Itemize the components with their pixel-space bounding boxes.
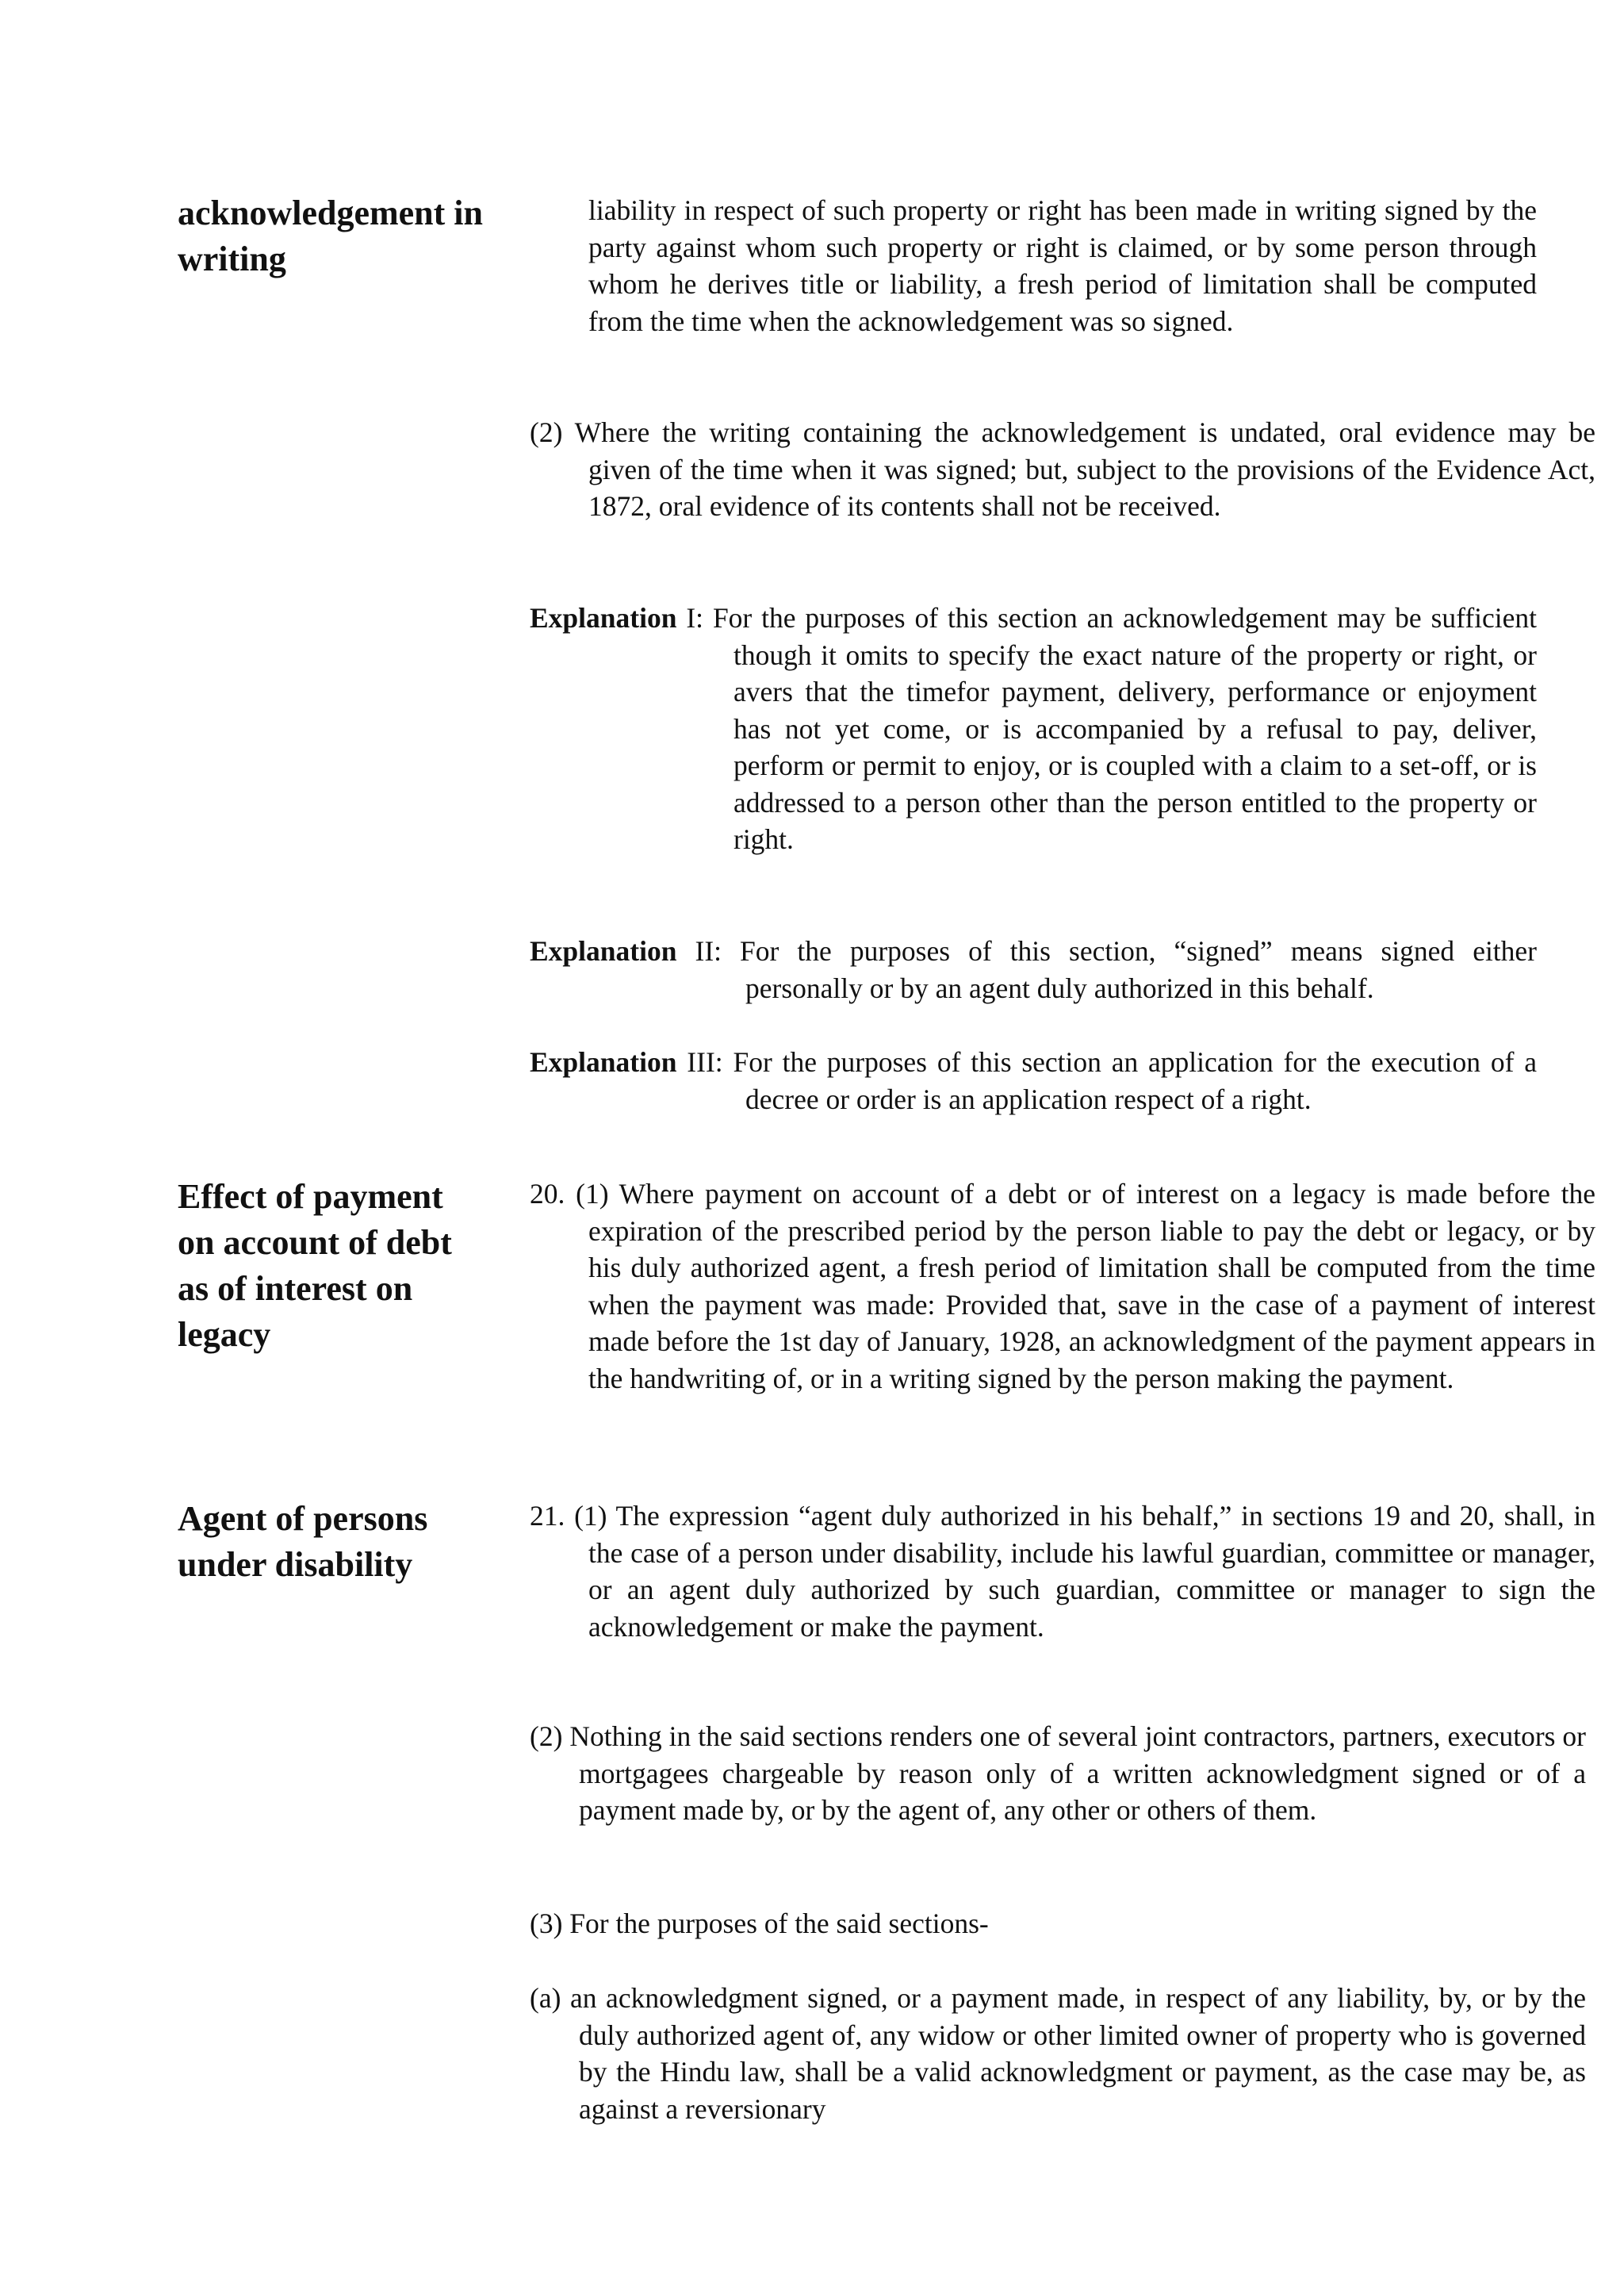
margin-note-effect-of-payment: Effect of payment on account of debt as of interest on legacy (178, 1177, 452, 1354)
section20-text: 20. (1) Where payment on account of a debt or of interest on a legacy is made before the expiration of the prescribed period by the person liable to pay the debt or legacy, or by his duly authorized agent, a fresh period of limitation shall be computed from the time when the payment was made: Provided that, save in the case of a payment of interest made before the 1st day of January, 1928, an acknowledgment of the payment appears in the handwriting of, or in a writing signed by the person making the payment. (530, 1178, 1595, 1394)
section21-subsection-2: (2) Nothing in the said sections renders one of several joint contractors, partners, executors or mortgagees chargeable by reason only of a written acknowledgment signed or of a payment made by, or by the agent of, any other or others of them. (530, 1720, 1586, 1826)
explanation-3 (530, 1044, 1537, 1118)
section19-continuation: liability in respect of such property or right has been made in writing signed by the party against whom such property or right is claimed, or by some person through whom he derives title or liability, a fresh period of limitation shall be computed from the time when the acknowledgement was so signed. (588, 194, 1537, 337)
section21-clause-a: (a) an acknowledgment signed, or a payment made, in respect of any liability, by, or by the duly authorized agent of, any widow or other limited owner of property who is governed by the Hindu law, shall be a valid acknowledgment or payment, as the case may be, as against a reversionary (530, 1982, 1586, 2125)
explanation-1-text: I: For the purposes of this section an acknowledgement may be sufficient though it omits to specify the exact nature of the property or right, or avers that the timefor payment, delivery, performance or enjoyment has not yet come, or is accompanied by a refusal to pay, deliver, perform or permit to enjoy, or is coupled with a claim to a set-off, or is addressed to a person other than the person entitled to the property or right. (676, 602, 1537, 855)
explanation-2 (530, 933, 1537, 1007)
section21-subsection-1: 21. (1) The expression “agent duly authorized in his behalf,” in sections 19 and 20, shall, in the case of a person under disability, include his lawful guardian, committee or manager, or an agent duly authorized by such guardian, committee or manager to sign the acknowledgement or make the payment. (530, 1500, 1595, 1643)
explanation-3-label: Explanation (530, 1046, 677, 1078)
explanation-1 (530, 600, 1537, 858)
margin-note-acknowledgement: acknowledgement in writing (178, 194, 483, 278)
section21-subsection-3: (3) For the purposes of the said sections- (530, 1908, 989, 1939)
section19-subsection-2: (2) Where the writing containing the acknowledgement is undated, oral evidence may be given of the time when it was signed; but, subject to the provisions of the Evidence Act, 1872, oral evidence of its contents shall not be received. (530, 416, 1595, 522)
explanation-3-text: III: For the purposes of this section an application for the execution of a decree or order is an application respect of a right. (676, 1046, 1537, 1115)
explanation-2-text: II: For the purposes of this section, “signed” means signed either personally or by an agent duly authorized in this behalf. (676, 935, 1537, 1004)
explanation-1-label: Explanation (530, 602, 677, 634)
explanation-2-label: Explanation (530, 935, 677, 967)
margin-note-agent-disability: Agent of persons under disability (178, 1499, 428, 1584)
